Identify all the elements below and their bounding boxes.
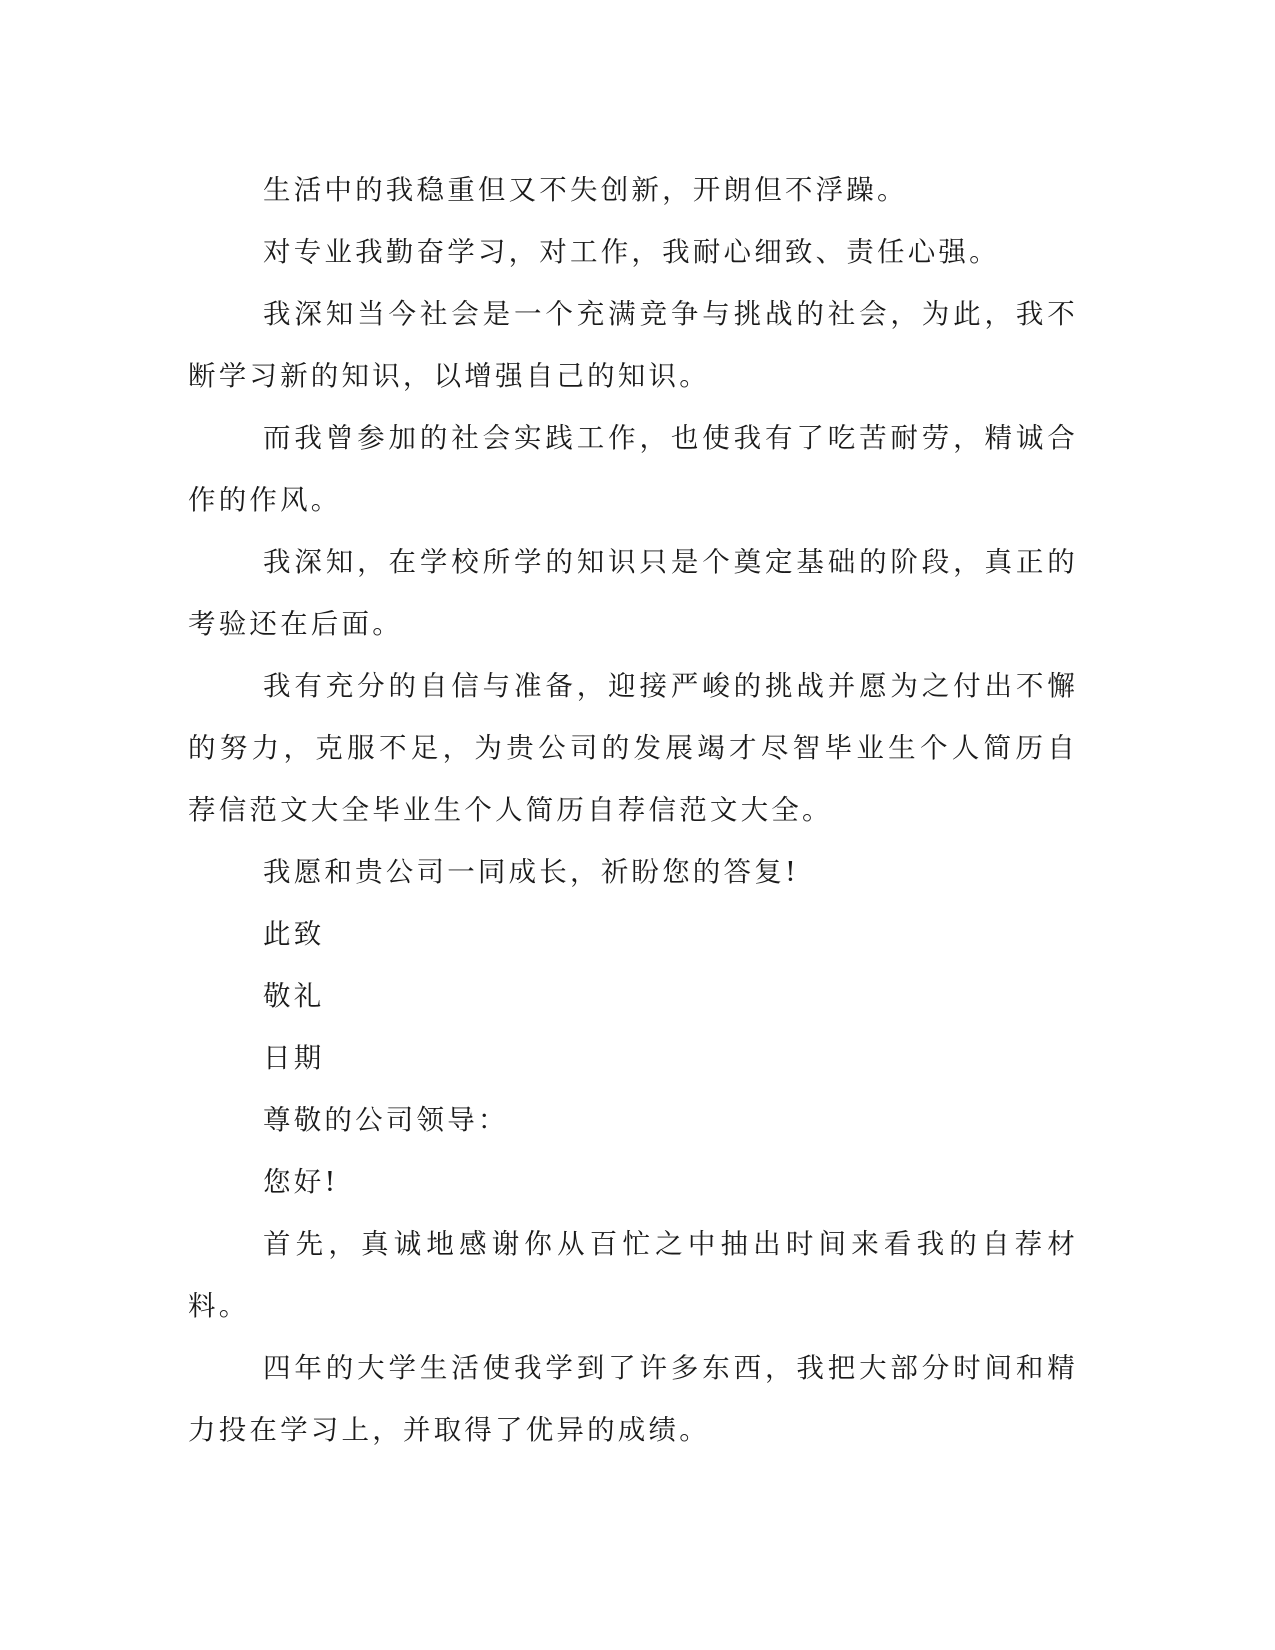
closing-regards: 敬礼	[263, 980, 325, 1012]
paragraph-4: 而我曾参加的社会实践工作，也使我有了吃苦耐劳，精诚合作的作风。	[188, 422, 1078, 516]
greeting-addressee: 尊敬的公司领导：	[263, 1104, 509, 1136]
paragraph-14: 四年的大学生活使我学到了许多东西，我把大部分时间和精力投在学习上，并取得了优异的成绩。	[188, 1352, 1078, 1446]
paragraph-3: 我深知当今社会是一个充满竞争与挑战的社会，为此，我不断学习新的知识，以增强自己的知识。	[188, 298, 1078, 392]
paragraph-6: 我有充分的自信与准备，迎接严峻的挑战并愿为之付出不懈的努力，克服不足，为贵公司的发展竭才尽智毕业生个人简历自荐信范文大全毕业生个人简历自荐信范文大全。	[188, 670, 1078, 826]
greeting-hello: 您好!	[263, 1166, 339, 1198]
closing-salutation: 此致	[263, 918, 325, 950]
paragraph-2: 对专业我勤奋学习，对工作，我耐心细致、责任心强。	[263, 236, 1000, 268]
paragraph-13: 首先，真诚地感谢你从百忙之中抽出时间来看我的自荐材料。	[188, 1228, 1078, 1322]
paragraph-7: 我愿和贵公司一同成长，祈盼您的答复!	[263, 856, 800, 888]
date-line: 日期	[263, 1042, 325, 1074]
paragraph-5: 我深知，在学校所学的知识只是个奠定基础的阶段，真正的考验还在后面。	[188, 546, 1078, 640]
letter-body	[188, 159, 1078, 1461]
paragraph-1: 生活中的我稳重但又不失创新，开朗但不浮躁。	[263, 174, 908, 206]
